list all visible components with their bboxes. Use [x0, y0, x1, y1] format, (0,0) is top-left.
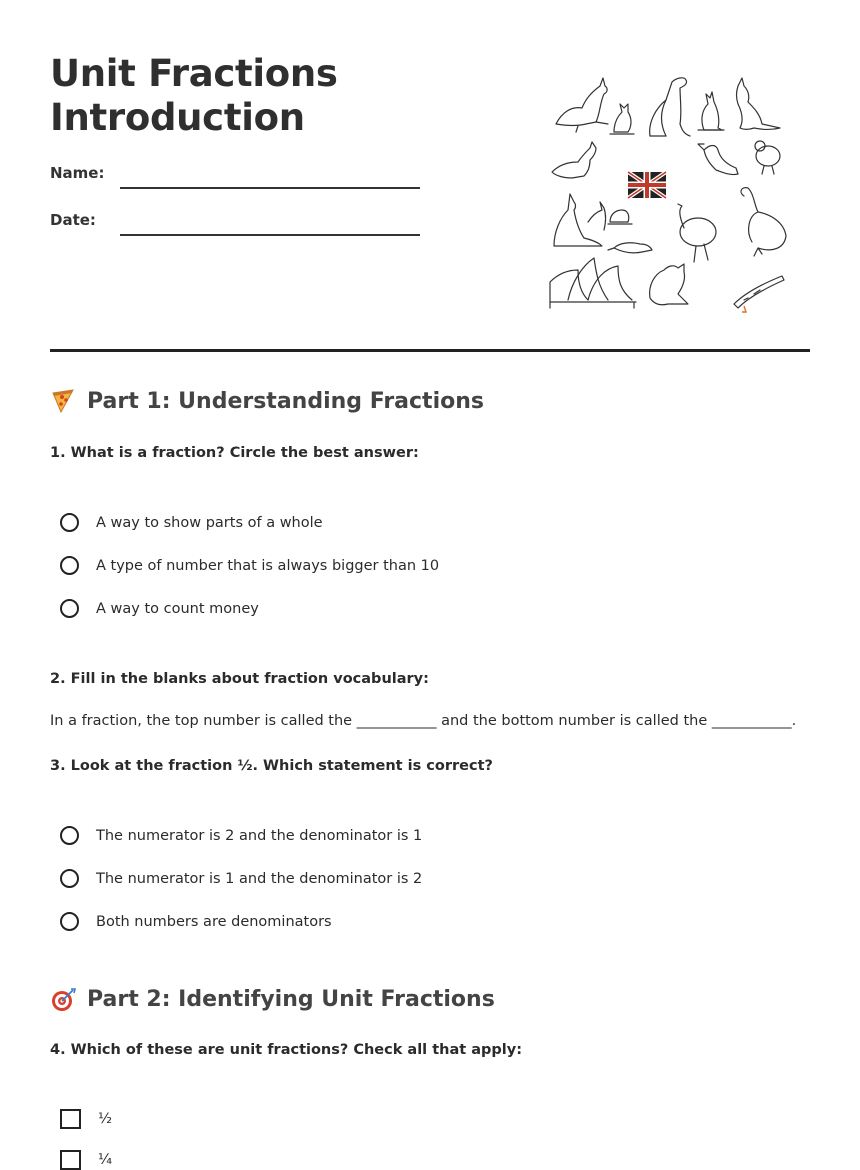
emu-drawing-1	[678, 204, 716, 262]
q3-option-2[interactable]	[60, 869, 422, 888]
question-4: 4. Which of these are unit fractions? Check all that apply:	[50, 1042, 522, 1058]
q4-option-1[interactable]	[60, 1109, 112, 1129]
wallaby-drawing-2	[698, 92, 724, 130]
radio-circle-icon[interactable]	[60, 826, 79, 845]
q4-option-2[interactable]	[60, 1150, 112, 1170]
platypus-drawing	[608, 243, 652, 253]
date-field-row	[50, 211, 420, 229]
radio-circle-icon[interactable]	[60, 513, 79, 532]
target-icon	[50, 986, 76, 1012]
radio-circle-icon[interactable]	[60, 599, 79, 618]
question-2: 2. Fill in the blanks about fraction vocabulary:	[50, 671, 429, 687]
q4-option-2-label: ¼	[98, 1152, 113, 1168]
emu-drawing-2	[741, 188, 786, 256]
kangaroo-drawing-2	[650, 78, 690, 136]
radio-circle-icon[interactable]	[60, 912, 79, 931]
q1-option-1[interactable]	[60, 513, 323, 532]
kangaroo-drawing-6	[554, 194, 606, 246]
small-animal-drawing	[608, 210, 632, 224]
boomerang-drawing	[734, 276, 784, 308]
radio-circle-icon[interactable]	[60, 556, 79, 575]
part1-title	[50, 388, 484, 414]
radio-circle-icon[interactable]	[60, 869, 79, 888]
date-label: Date:	[50, 211, 96, 229]
q1-option-3[interactable]	[60, 599, 259, 618]
q1-option-3-label: A way to count money	[96, 600, 259, 617]
q3-option-3[interactable]	[60, 912, 332, 931]
q1-option-2[interactable]	[60, 556, 439, 575]
title-line-2: Introduction	[50, 96, 305, 139]
title-line-1: Unit Fractions	[50, 52, 338, 95]
kangaroo-drawing-7	[650, 264, 688, 305]
part1-title-text: Part 1: Understanding Fractions	[87, 388, 484, 414]
checkbox-icon[interactable]	[60, 1150, 81, 1170]
worksheet-header	[50, 0, 810, 352]
part2-title	[50, 986, 495, 1012]
worksheet-page	[50, 0, 810, 1168]
q4-option-1-label: ½	[98, 1111, 113, 1127]
q3-option-1-label: The numerator is 2 and the denominator is 1	[96, 827, 423, 844]
q3-option-1[interactable]	[60, 826, 422, 845]
opera-house-drawing	[550, 258, 636, 308]
kangaroo-drawing-3	[737, 78, 781, 130]
name-label: Name:	[50, 164, 105, 182]
q3-option-2-label: The numerator is 1 and the denominator is 2	[96, 870, 423, 887]
boomerang-accent	[742, 306, 746, 312]
kangaroo-drawing-4	[552, 142, 596, 178]
q3-option-3-label: Both numbers are denominators	[96, 913, 332, 930]
kangaroo-drawing-5	[698, 144, 738, 175]
date-field[interactable]	[120, 234, 420, 236]
union-flag-icon	[628, 172, 666, 198]
part2-title-text: Part 2: Identifying Unit Fractions	[87, 986, 495, 1012]
kangaroo-drawing-1	[556, 78, 608, 132]
question-3: 3. Look at the fraction ½. Which statement is correct?	[50, 758, 493, 774]
name-field[interactable]	[120, 187, 420, 189]
q2-fill-in-sentence[interactable]: In a fraction, the top number is called the ___________ and the bottom number is called the ___________.	[50, 713, 797, 729]
checkbox-icon[interactable]	[60, 1109, 81, 1129]
australia-clipart	[548, 72, 794, 318]
pizza-icon	[50, 388, 76, 414]
bird-drawing-1	[755, 141, 780, 174]
question-1: 1. What is a fraction? Circle the best answer:	[50, 445, 419, 461]
name-field-row	[50, 164, 420, 182]
wallaby-drawing-1	[610, 104, 634, 134]
worksheet-title	[50, 52, 338, 140]
q1-option-2-label: A type of number that is always bigger than 10	[96, 557, 440, 574]
q1-option-1-label: A way to show parts of a whole	[96, 514, 323, 531]
